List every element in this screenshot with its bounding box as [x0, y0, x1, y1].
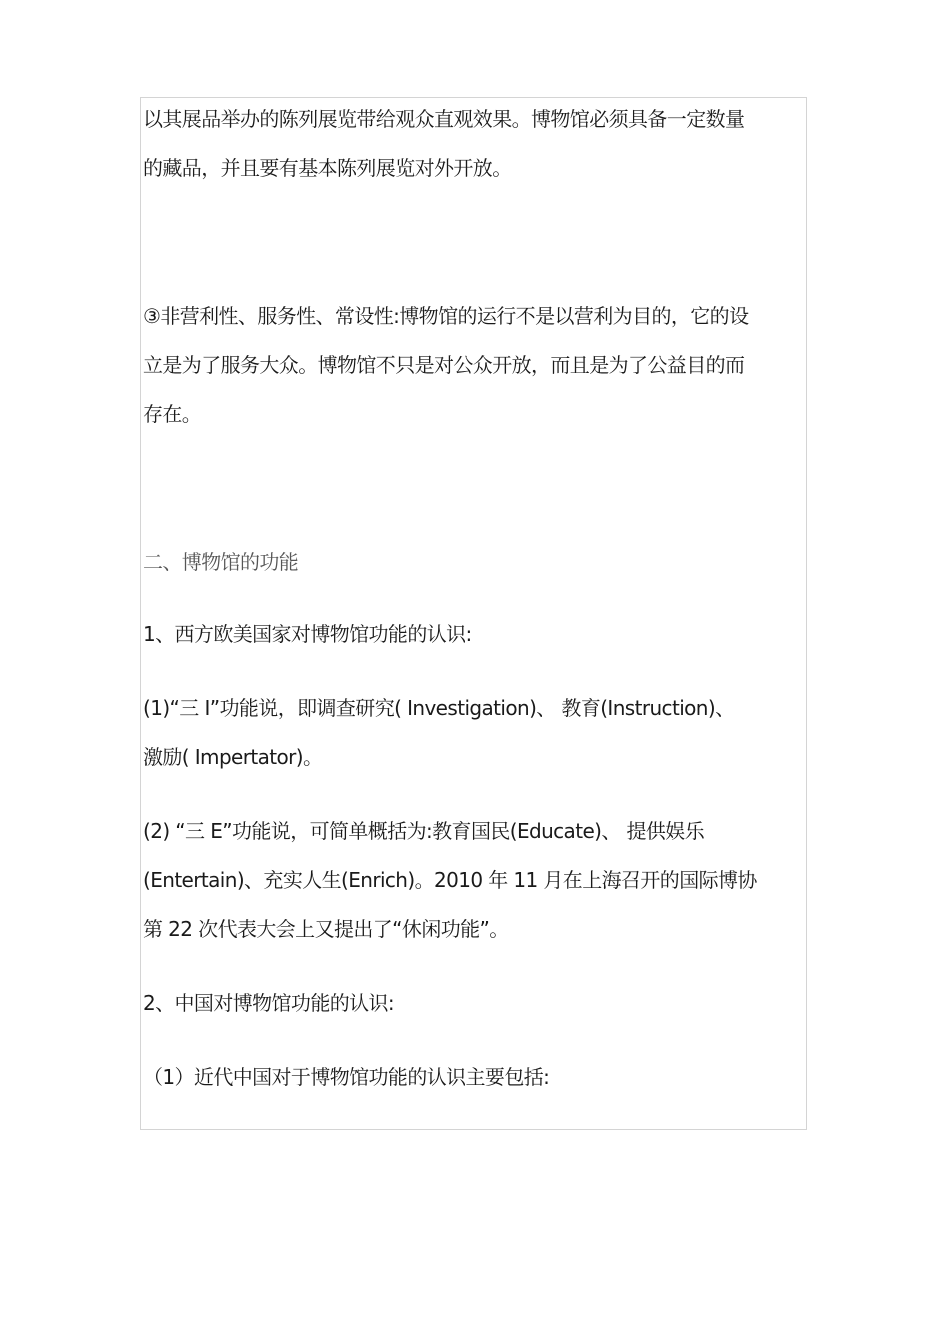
- paragraph-line: 的藏品，并且要有基本陈列展览对外开放。: [143, 156, 512, 180]
- paragraph-line: 立是为了服务大众。博物馆不只是对公众开放，而且是为了公益目的而: [143, 353, 745, 377]
- paragraph-line: 存在。: [143, 402, 202, 426]
- content-frame: [140, 97, 807, 1130]
- list-item: （1）近代中国对于博物馆功能的认识主要包括:: [143, 1065, 550, 1089]
- paragraph-line: ③非营利性、服务性、常设性:博物馆的运行不是以营利为目的，它的设: [143, 304, 749, 328]
- list-item: 2、中国对博物馆功能的认识:: [143, 991, 395, 1015]
- list-item: 1、西方欧美国家对博物馆功能的认识:: [143, 622, 472, 646]
- paragraph-line: 以其展品举办的陈列展览带给观众直观效果。博物馆必须具备一定数量: [143, 107, 745, 131]
- paragraph-line: (2) “三 E”功能说，可简单概括为:教育国民(Educate)、 提供娱乐: [143, 819, 705, 843]
- paragraph-line: 第 22 次代表大会上又提出了“休闲功能”。: [143, 917, 509, 941]
- paragraph-line: (1)“三 I”功能说，即调查研究( Investigation)、 教育(Instruction)、: [143, 696, 735, 720]
- paragraph-line: (Entertain)、充实人生(Enrich)。2010 年 11 月在上海召开的国际博协: [143, 868, 757, 892]
- paragraph-line: 激励( Impertator)。: [143, 745, 323, 769]
- section-heading: 二、博物馆的功能: [143, 550, 299, 574]
